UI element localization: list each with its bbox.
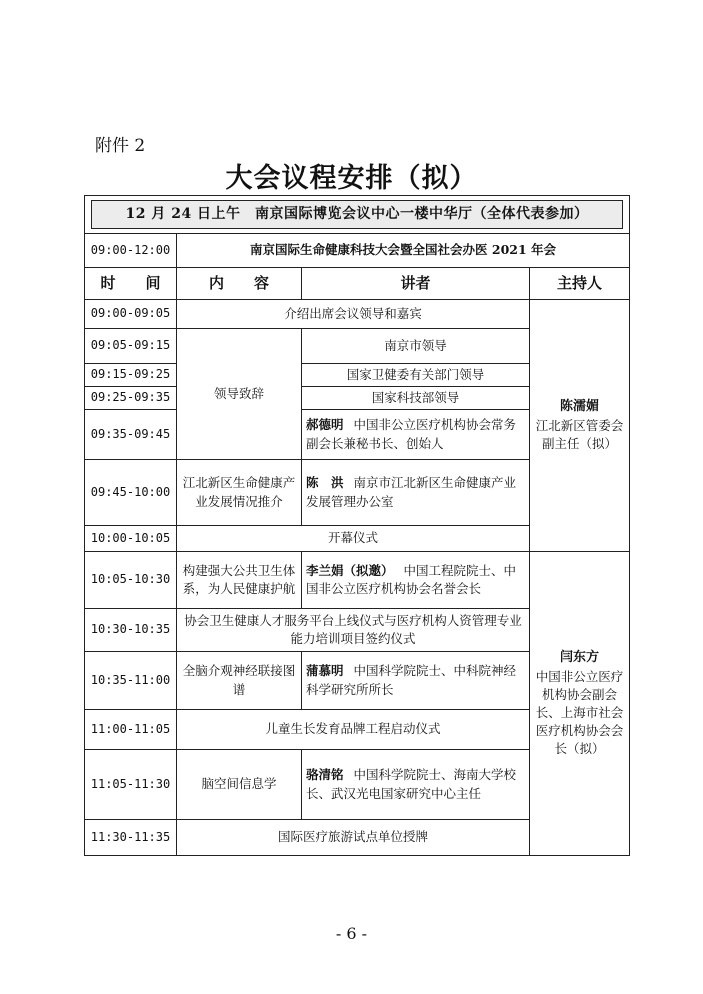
row-speaker [302, 410, 530, 460]
header-content: 内 容 [177, 268, 302, 300]
conference-row [85, 234, 630, 268]
row-content: 领导致辞 [177, 329, 302, 460]
row-speaker: 国家科技部领导 [302, 387, 530, 410]
row-content: 全脑介观神经联接图谱 [177, 652, 302, 710]
row-time: 11:30-11:35 [85, 820, 177, 856]
header-time: 时 间 [85, 268, 177, 300]
conference-time: 09:00-12:00 [85, 234, 177, 268]
speaker-title: 中国科学院院士、中科院神经科学研究所所长 [306, 663, 517, 697]
row-content: 开幕仪式 [177, 526, 530, 552]
host-name: 闫东方 [560, 649, 600, 665]
row-time: 10:05-10:30 [85, 552, 177, 609]
row-time: 09:15-09:25 [85, 364, 177, 387]
row-content: 介绍出席会议领导和嘉宾 [177, 300, 530, 329]
speaker-name: 陈 洪 [306, 475, 344, 491]
speaker-title: 中国非公立医疗机构协会常务副会长兼秘书长、创始人 [306, 417, 517, 451]
header-speaker: 讲者 [302, 268, 530, 300]
row-time: 11:00-11:05 [85, 710, 177, 750]
row-speaker [302, 460, 530, 526]
row-speaker: 南京市领导 [302, 329, 530, 364]
conference-name: 南京国际生命健康科技大会暨全国社会办医 2021 年会 [177, 234, 630, 268]
speaker-title: 中国工程院院士、中国非公立医疗机构协会名誉会长 [306, 562, 517, 596]
session-banner: 12 月 24 日上午 南京国际博览会议中心一楼中华厅（全体代表参加） [91, 200, 623, 228]
speaker-name: 李兰娟（拟邀） [306, 562, 394, 578]
banner-row [85, 196, 630, 234]
row-content: 国际医疗旅游试点单位授牌 [177, 820, 530, 856]
row-time: 11:05-11:30 [85, 750, 177, 820]
row-speaker [302, 552, 530, 609]
row-content: 协会卫生健康人才服务平台上线仪式与医疗机构人资管理专业能力培训项目签约仪式 [177, 609, 530, 652]
row-time: 10:30-10:35 [85, 609, 177, 652]
row-speaker [302, 750, 530, 820]
table-row [85, 552, 630, 609]
row-time: 10:35-11:00 [85, 652, 177, 710]
row-time: 09:05-09:15 [85, 329, 177, 364]
header-host: 主持人 [530, 268, 630, 300]
row-time: 09:45-10:00 [85, 460, 177, 526]
row-time: 09:25-09:35 [85, 387, 177, 410]
host-title: 中国非公立医疗机构协会副会长、上海市社会医疗机构协会会长（拟） [535, 668, 624, 757]
host-cell-1 [530, 300, 630, 552]
speaker-name: 蒲慕明 [306, 663, 344, 679]
row-speaker: 国家卫健委有关部门领导 [302, 364, 530, 387]
attachment-label: 附件 2 [95, 136, 146, 156]
row-time: 09:00-09:05 [85, 300, 177, 329]
row-content: 江北新区生命健康产业发展情况推介 [177, 460, 302, 526]
page-title: 大会议程安排（拟） [225, 163, 478, 194]
page-number: - 6 - [335, 924, 368, 943]
row-time: 10:00-10:05 [85, 526, 177, 552]
host-name: 陈濡媚 [560, 398, 600, 414]
header-row [85, 268, 630, 300]
agenda-table [84, 195, 630, 856]
row-time: 09:35-09:45 [85, 410, 177, 460]
speaker-name: 骆清铭 [306, 767, 344, 783]
speaker-title: 中国科学院院士、海南大学校长、武汉光电国家研究中心主任 [306, 767, 517, 801]
row-speaker [302, 652, 530, 710]
speaker-title: 南京市江北新区生命健康产业发展管理办公室 [306, 475, 517, 509]
host-cell-2 [530, 552, 630, 856]
row-content: 脑空间信息学 [177, 750, 302, 820]
row-content: 儿童生长发育品牌工程启动仪式 [177, 710, 530, 750]
host-title: 江北新区管委会副主任（拟） [535, 417, 624, 451]
speaker-name: 郝德明 [306, 417, 344, 433]
row-content: 构建强大公共卫生体系，为人民健康护航 [177, 552, 302, 609]
table-row [85, 300, 630, 329]
